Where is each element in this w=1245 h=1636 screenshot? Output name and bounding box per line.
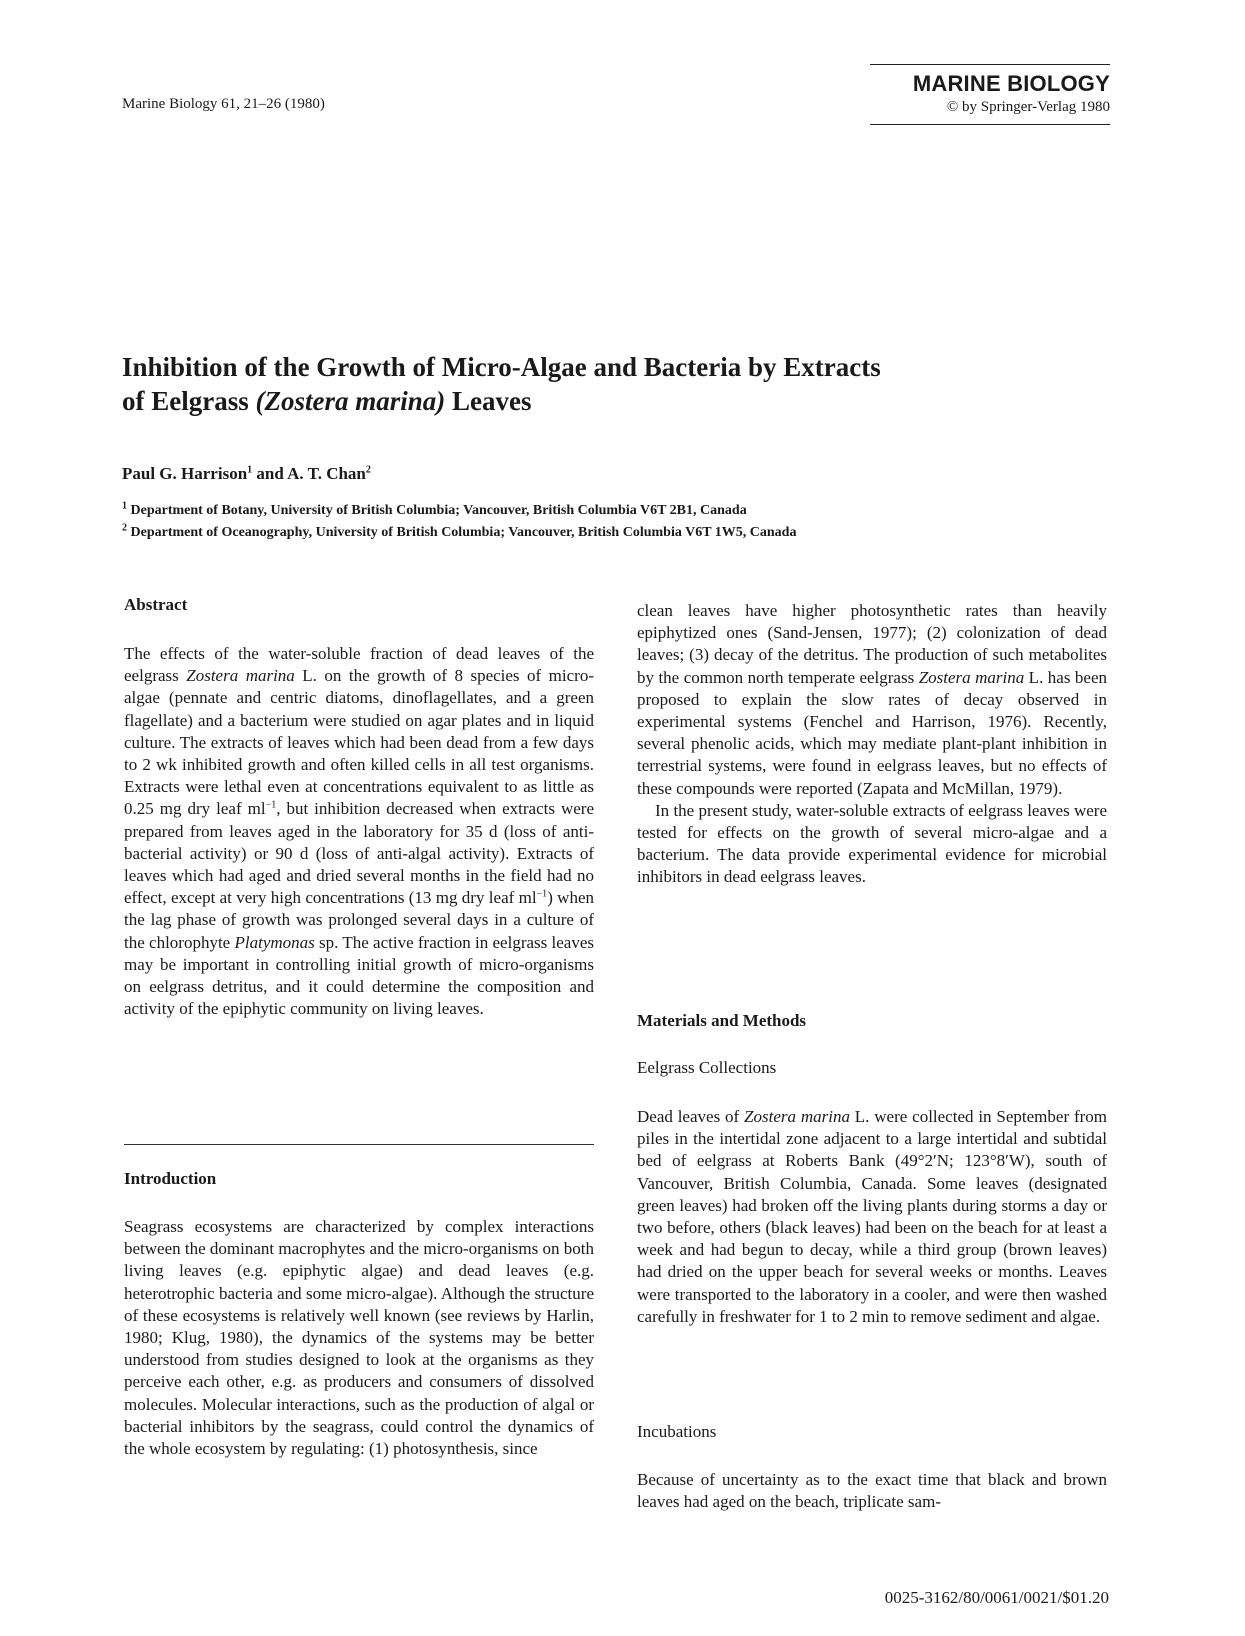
abstract-heading-text: Abstract — [124, 595, 188, 614]
abstract-body — [124, 643, 594, 1020]
abstract-paragraph — [124, 643, 594, 1020]
methods-paragraph: Because of uncertainty as to the exact time that black and brown leaves had aged on the beach, triplicate sam- — [637, 1470, 1107, 1512]
abstract-text: The effects of the water-soluble fraction of dead leaves of the eelgrass — [124, 644, 594, 686]
introduction-paragraph: Seagrass ecosystems are characterized by complex interactions between the dominant macrophytes and the micro-organisms on both living leaves (e.g. epiphytic algae) and dead leaves (e.g. heterotrophic bacteria and some micro-algae). Although the structure of these ecosystems is relatively well known (see reviews by Harlin, 1980; Klug, 1980), the dynamics of the systems may be better understood from studies designed to look at the organisms as they perceive each other, e.g. as producers and consumers of dissolved molecules. Molecular interactions, such as the production of algal or bacterial inhibitors by the seagrass, could control the dynamics of the whole ecosystem by regulating: (1) photosynthesis, since — [124, 1217, 594, 1459]
affiliation-mark: 1 — [122, 500, 127, 512]
introduction-heading — [124, 1168, 594, 1190]
intro-species: Zostera marina — [918, 667, 1025, 687]
intro-text: clean leaves have higher photosynthetic rates than heavily epiphytized ones (Sand-Jensen, 1977); (2) colonization of dead leaves; (3) decay of the detritus. The production of such metabolites by the common north temperate eelgrass — [637, 601, 1107, 687]
affiliation — [122, 500, 747, 519]
journal-brand: MARINE BIOLOGY — [912, 71, 1110, 96]
intro-text: L. has been proposed to explain the slow rates of decay observed in experimental systems (Fenchel and Harrison, 1976). Recently, several phenolic acids, which may mediate plant-plant inhibition in terrestrial systems, were found in eelgrass leaves, but no effects of these compounds were reported (Zapata and McMillan, 1979). — [637, 667, 1107, 798]
subheading-eelgrass-collections: Eelgrass Collections — [637, 1058, 777, 1077]
title-text: of Eelgrass — [122, 386, 256, 416]
introduction-paragraph — [637, 600, 1107, 800]
title-text-end: Leaves — [445, 386, 532, 416]
methods-species: Zostera marina — [744, 1107, 850, 1126]
abstract-genus: Platymonas — [234, 932, 315, 952]
journal-citation: Marine Biology 61, 21–26 (1980) — [122, 96, 325, 112]
abstract-text: ) when the lag phase of growth was prolonged several days in a culture of the chlorophyte — [124, 888, 594, 952]
methods-subheading — [637, 1421, 1107, 1443]
abstract-species: Zostera marina — [186, 666, 295, 686]
abstract-exponent: −1 — [536, 888, 548, 900]
methods-heading — [637, 1010, 1107, 1032]
abstract-text: L. on the growth of 8 species of micro-algae (pennate and centric diatoms, dinoflagellates, and a green flagellate) and a bacterium were studied on agar plates and in liquid culture. The extracts of leaves which had been dead from a few days to 2 wk inhibited growth and often killed cells in all test organisms. Extracts were lethal even at concentrations equivalent to as little as 0.25 mg dry leaf ml — [124, 666, 594, 819]
methods-body — [637, 1469, 1107, 1513]
subheading-incubations: Incubations — [637, 1422, 717, 1441]
abstract-text: , but inhibition decreased when extracts were prepared from leaves aged in the laboratory for 35 d (loss of anti-bacterial activity) or 90 d (loss of anti-algal activity). Extracts of leaves which had aged and dried several months in the field had no effect, except at very high concentrations (13 mg dry leaf ml — [124, 799, 594, 908]
abstract-exponent: −1 — [265, 799, 277, 811]
author-name: Paul G. Harrison — [122, 464, 248, 483]
journal-brand-box — [870, 64, 1110, 125]
abstract-text: sp. The active fraction in eelgrass leaves may be important in controlling initial growth of micro-organisms on eelgrass detritus, and it could determine the composition and activity of the epiphytic community on living leaves. — [124, 932, 594, 1019]
introduction-continued — [637, 600, 1107, 889]
author-name: A. T. Chan — [287, 464, 366, 483]
methods-text: L. were collected in September from piles in the intertidal zone adjacent to a large intertidal and subtidal bed of eelgrass at Roberts Bank (49°2′N; 123°8′W), south of Vancouver, British Columbia, Canada. Some leaves (designated green leaves) had broken off the living plants during storms a day or two before, others (black leaves) had been on the beach for at least a week and had begun to decay, while a third group (brown leaves) had dried on the upper beach for several weeks or months. Leaves were transported to the laboratory in a cooler, and were then washed carefully in freshwater for 1 to 2 min to remove sediment and algae. — [637, 1107, 1107, 1326]
affiliation-text: Department of Oceanography, University of British Columbia; Vancouver, British Columbia V6T 1W5, Canada — [127, 525, 797, 540]
methods-text: Dead leaves of — [637, 1107, 745, 1126]
title-line-2 — [122, 384, 982, 418]
affiliation-text: Department of Botany, University of British Columbia; Vancouver, British Columbia V6T 2B1, Canada — [127, 503, 747, 518]
abstract-heading — [124, 594, 594, 616]
affiliation-mark: 2 — [122, 522, 127, 534]
methods-subheading — [637, 1057, 1107, 1079]
title-line-1: Inhibition of the Growth of Micro-Algae and Bacteria by Extracts — [122, 352, 881, 382]
copyright-notice: © by Springer-Verlag 1980 — [946, 99, 1110, 115]
author-affil-mark: 1 — [247, 464, 253, 476]
title-species: (Zostera marina) — [255, 386, 446, 416]
methods-heading-text: Materials and Methods — [637, 1011, 807, 1030]
author-list — [122, 464, 371, 484]
article-code: 0025-3162/80/0061/0021/$01.20 — [884, 1588, 1109, 1607]
introduction-heading-text: Introduction — [124, 1169, 217, 1188]
methods-body — [637, 1106, 1107, 1328]
section-divider — [124, 1144, 594, 1145]
methods-paragraph — [637, 1106, 1107, 1328]
article-title — [122, 350, 982, 418]
introduction-body — [124, 1216, 594, 1460]
author-separator: and — [252, 464, 288, 483]
affiliation — [122, 522, 797, 541]
author-affil-mark: 2 — [365, 464, 371, 476]
introduction-paragraph: In the present study, water-soluble extracts of eelgrass leaves were tested for effects on the growth of several micro-algae and a bacterium. The data provide experimental evidence for microbial inhibitors in dead eelgrass leaves. — [637, 800, 1107, 887]
